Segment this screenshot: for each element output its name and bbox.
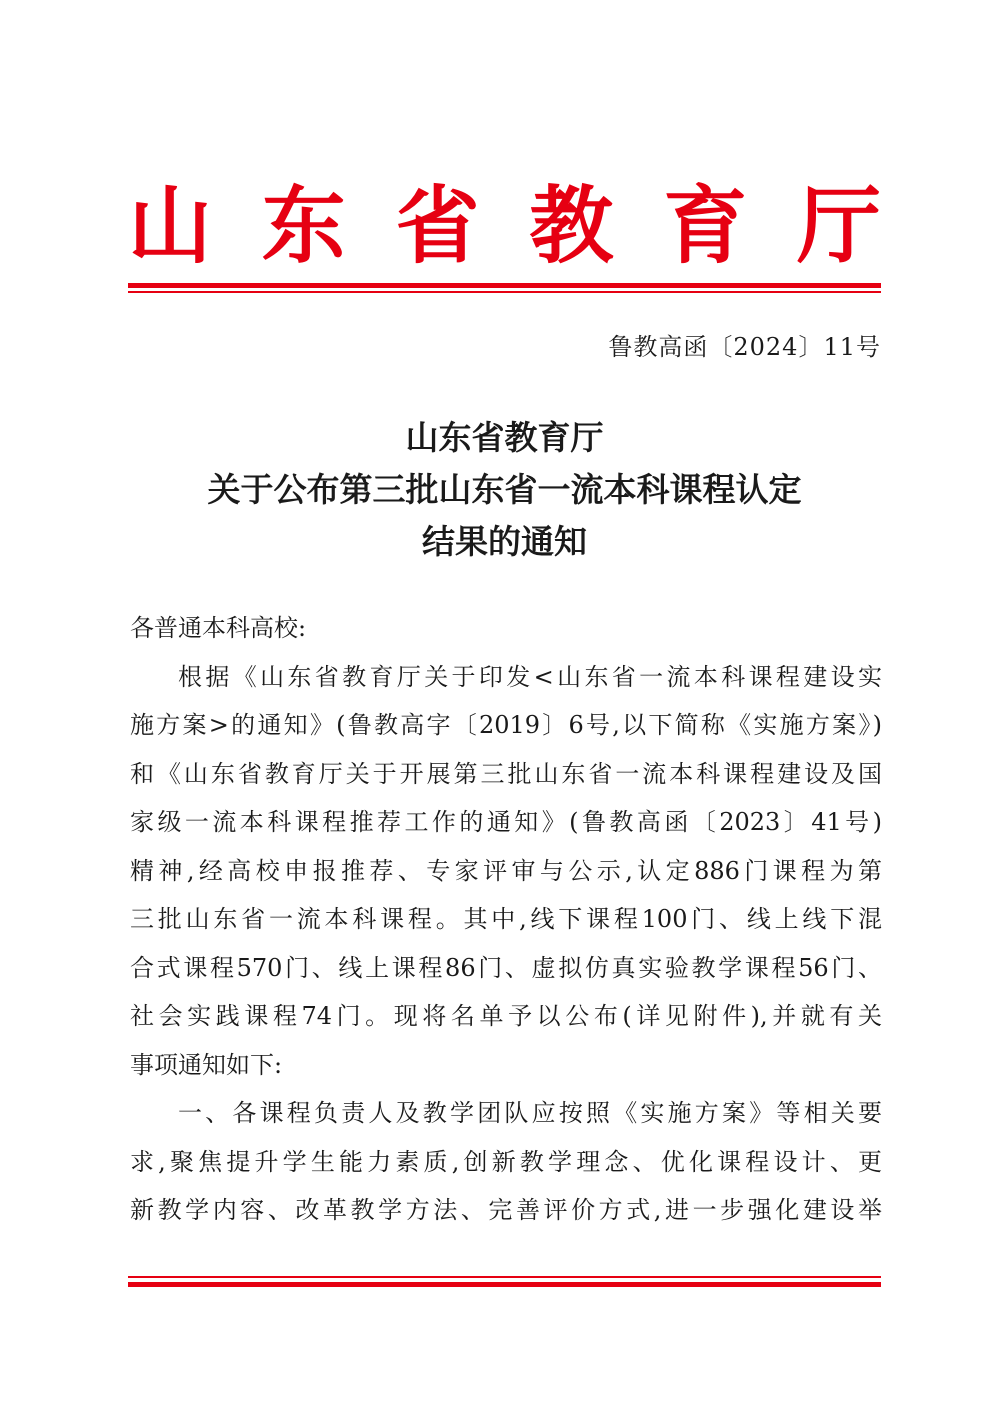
title-line-1: 山东省教育厅 bbox=[405, 418, 604, 457]
masthead-char: 省 bbox=[395, 176, 480, 275]
masthead-char: 东 bbox=[261, 176, 346, 275]
document-title bbox=[128, 412, 881, 568]
header-divider-thick bbox=[128, 283, 881, 288]
paragraph-1 bbox=[130, 653, 882, 1090]
paragraph-2 bbox=[130, 1089, 882, 1235]
paragraph-line: 新教学内容、改革教学方法、完善评价方式,进一步强化建设举 bbox=[130, 1196, 882, 1224]
paragraph-line: 施方案>的通知》(鲁教高字〔2019〕6号,以下简称《实施方案》) bbox=[130, 711, 882, 739]
paragraph-line: 求,聚焦提升学生能力素质,创新教学理念、优化课程设计、更 bbox=[130, 1147, 882, 1176]
masthead-char: 教 bbox=[529, 176, 614, 275]
paragraph-line: 根据《山东省教育厅关于印发<山东省一流本科课程建设实 bbox=[178, 662, 882, 691]
paragraph-line: 精神,经高校申报推荐、专家评审与公示,认定886门课程为第 bbox=[130, 856, 882, 885]
paragraph-line: 一、各课程负责人及教学团队应按照《实施方案》等相关要 bbox=[178, 1099, 882, 1127]
agency-masthead bbox=[128, 176, 881, 276]
document-body bbox=[130, 604, 882, 1235]
title-line-2: 关于公布第三批山东省一流本科课程认定 bbox=[207, 470, 802, 509]
masthead-char: 育 bbox=[663, 176, 748, 275]
header-divider-thin bbox=[128, 291, 881, 293]
paragraph-line: 事项通知如下: bbox=[130, 1050, 283, 1079]
paragraph-line: 三批山东省一流本科课程。其中,线下课程100门、线上线下混 bbox=[130, 905, 882, 933]
paragraph-line: 和《山东省教育厅关于开展第三批山东省一流本科课程建设及国 bbox=[130, 759, 882, 788]
document-number: 鲁教高函〔2024〕11号 bbox=[608, 333, 881, 361]
footer-divider-thin bbox=[128, 1276, 881, 1278]
paragraph-line: 家级一流本科课程推荐工作的通知》(鲁教高函〔2023〕41号) bbox=[130, 808, 882, 836]
salutation: 各普通本科高校: bbox=[130, 614, 307, 642]
footer-divider-thick bbox=[128, 1282, 881, 1287]
masthead-char: 厅 bbox=[796, 176, 881, 275]
title-line-3: 结果的通知 bbox=[422, 522, 587, 561]
masthead-char: 山 bbox=[128, 176, 213, 275]
paragraph-line: 社会实践课程74门。现将名单予以公布(详见附件),并就有关 bbox=[130, 1002, 882, 1030]
paragraph-line: 合式课程570门、线上课程86门、虚拟仿真实验教学课程56门、 bbox=[130, 953, 882, 982]
